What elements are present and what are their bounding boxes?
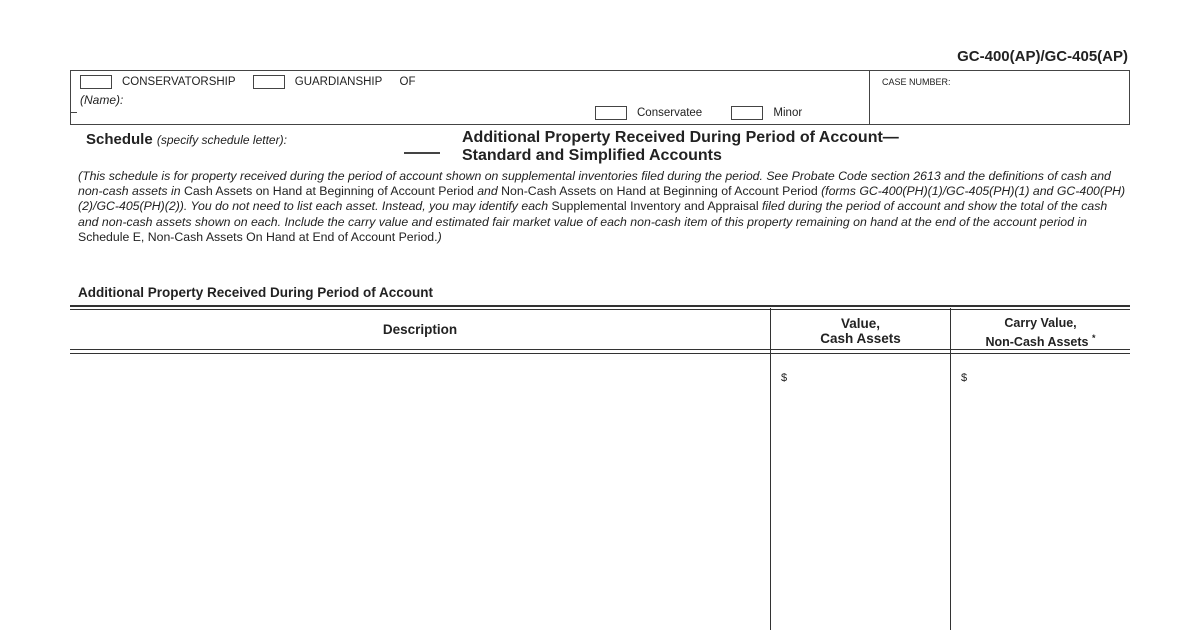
caption-divider	[869, 70, 870, 125]
minor-checkbox[interactable]	[731, 106, 763, 120]
schedule-word: Schedule	[86, 131, 153, 148]
cash-currency-symbol: $	[781, 372, 788, 384]
schedule-title	[462, 129, 899, 165]
noncash-currency-symbol: $	[961, 372, 968, 384]
col-header-cash	[771, 316, 950, 346]
guardianship-label: GUARDIANSHIP	[294, 76, 383, 89]
table-top-rule	[70, 305, 1130, 307]
column-divider-1	[770, 308, 771, 630]
col-header-cash-line2: Cash Assets	[820, 331, 901, 346]
col-header-noncash-line2	[951, 331, 1130, 350]
instructions-segment: (forms GC-400(PH)(1)/GC-405(PH)(1) and GC-400(PH)(2)/GC-405(PH)(2)). You do not need to list each asset. Instead, you may identify each	[78, 184, 1126, 214]
col-header-noncash-line1: Carry Value,	[1004, 316, 1077, 330]
instructions-segment: filed during the period of account and show the total of the cash and non-cash assets shown on each. Include the carry value and estimated fair market value of each non-cash item of this property remaining on hand at the end of the account period in	[78, 199, 1108, 229]
col-header-noncash	[951, 316, 1130, 350]
conservatorship-label: CONSERVATORSHIP	[122, 76, 236, 89]
conservatee-checkbox[interactable]	[595, 106, 627, 120]
asterisk-note: *	[1092, 333, 1096, 343]
instructions-segment: Cash Assets on Hand at Beginning of Account Period	[183, 184, 478, 199]
conservatorship-checkbox[interactable]	[80, 75, 112, 89]
header-bottom-rule-inner	[70, 353, 1130, 354]
form-number: GC-400(AP)/GC-405(AP)	[957, 48, 1128, 65]
conservatee-label: Conservatee	[637, 107, 703, 120]
instructions-segment: Supplemental Inventory and Appraisal	[551, 199, 763, 214]
noncash-text: Non-Cash Assets	[985, 335, 1089, 350]
of-label: OF	[399, 76, 416, 89]
description-cell[interactable]	[72, 356, 768, 626]
case-type-row	[80, 75, 415, 89]
section-heading: Additional Property Received During Period of Account	[78, 285, 434, 300]
instructions-paragraph	[78, 169, 1130, 245]
cash-value-cell[interactable]	[772, 356, 948, 626]
case-number-label: CASE NUMBER:	[882, 77, 951, 87]
instructions-segment: Non-Cash Assets on Hand at Beginning of Account Period	[501, 184, 822, 199]
name-label: (Name):	[80, 93, 124, 107]
minor-label: Minor	[773, 107, 803, 120]
noncash-value-cell[interactable]	[952, 356, 1128, 626]
table-top-rule-inner	[70, 309, 1130, 310]
guardianship-checkbox[interactable]	[253, 75, 285, 89]
instructions-segment: (This schedule is for property received during the period of account shown on supplemental inventories filed during the period. See Probate Code section 2613 and the definitions of cash and non-cash assets in	[78, 169, 1111, 199]
schedule-title-line2: Standard and Simplified Accounts	[462, 147, 722, 164]
instructions-segment: Schedule E, Non-Cash Assets On Hand at End of Account Period.	[78, 229, 438, 244]
schedule-hint: (specify schedule letter):	[156, 133, 287, 147]
instructions-segment: )	[437, 229, 442, 244]
name-field-mark	[70, 112, 77, 113]
schedule-title-line1: Additional Property Received During Period of Account—	[462, 129, 899, 146]
col-header-description: Description	[382, 322, 458, 337]
schedule-letter-field[interactable]	[404, 152, 440, 154]
column-divider-2	[950, 308, 951, 630]
instructions-segment: and	[477, 184, 502, 199]
party-type-row	[595, 106, 802, 120]
schedule-label	[86, 131, 287, 148]
col-header-cash-line1: Value,	[840, 316, 881, 331]
